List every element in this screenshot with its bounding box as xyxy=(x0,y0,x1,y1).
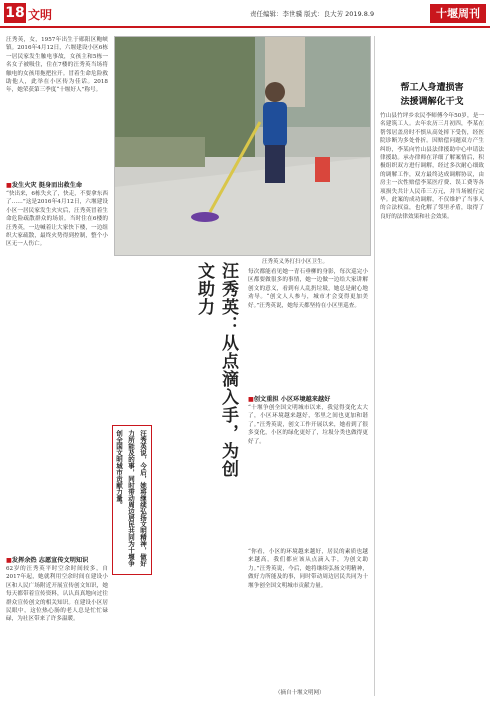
right-headline-1: 帮工人身遭损害 xyxy=(400,83,464,93)
square-bullet-icon: ■ xyxy=(6,557,12,564)
right-body: 竹山县竹坪乡农民李师傅今年50岁，是一名建筑工人。去年农历三月初四，李某在帮邻居盖房时不慎从高处摔下受伤，经医院诊断为多处骨折。因赔偿问题双方产生纠纷，李某向竹山县法律援助中心申请法律援助。承办律师在详细了解案情后，积极组织双方进行调解，经过多次耐心细致的调解工作，双方最终达成调解协议，由房主一次性赔偿李某医疗费、误工费等各项损失共计人民币三万元，并当场履行完毕。此案的成功调解，不仅维护了当事人的合法权益，也化解了邻里矛盾，取得了良好的法律效果和社会效果。 xyxy=(380,113,484,220)
page-number: 18 xyxy=(5,5,25,21)
body-volunteer: 62岁的汪秀英平时空余时间较多，自2017年起，她就利用空余时间在建设小区和人民广场附近开展宣传创文知识，她每天都带着宣传资料，认认真真地向过往群众宣传创文的相关知识。在建设小区居民眼中，这位热心肠的老人总是忙忙碌碌，为社区带来了许多温暖。 xyxy=(6,566,108,623)
column-divider xyxy=(374,36,375,696)
body-fire: “快出来，6栋失火了，快走，不要拿东西了……”这是2016年4月12日，六堰建设小区一居民家发生火灾后，汪秀英冒着生命危险疏散群众的场景。当时住在6楼的汪秀英，一边喊着让大家快下楼，一边组织大家疏散，最终火势得到控制，整个小区无一人伤亡。 xyxy=(6,191,108,248)
right-headline-2: 法援调解化干戈 xyxy=(400,97,464,107)
body-middle: 每次都能看见她一青石垂柳的身影，每次巡完小区都要做很多的事情，她一边做一边给大家讲解创文的意义，看到有人乱扔垃圾，她总是耐心地劝导。“创文人人参与，城市才会变得更加美好。”汪秀英说，她每天都坚持在小区里巡查。 xyxy=(248,269,368,309)
masthead-logo: 十堰周刊 xyxy=(430,4,486,23)
photo-caption: 汪秀英义务打扫小区卫生。 xyxy=(262,259,329,265)
intro-paragraph: 汪秀英，女，1957年出生于郧阳区鲍峡镇。2016年4月12日，六堰建设小区6栋一居民家发生触电事故，女孩主和5栋一名女子被吸住，住在7楼的汪秀英当场将触电的女孩用拖把拉开。冒着生命危险救助他人，此举在小区传为佳话。2018年，她荣获第三季度“十堰好人”称号。 xyxy=(6,37,108,94)
subheading-environment: ■创文重担 小区环境越来越好 xyxy=(248,396,331,403)
body-environment: “十堰争创全国文明城市以来，我觉得变化太大了，小区环境越来越好，邻里之间也更加和谐了。”汪秀英说，创文工作开展以来，她看到了很多变化，小区的绿化更好了，垃圾分类也做得更好了。 xyxy=(248,405,368,445)
subheading-volunteer: ■发挥余热 志愿宣传文明知识 xyxy=(6,557,89,564)
section-title: 文明 xyxy=(28,8,53,22)
square-bullet-icon: ■ xyxy=(248,396,254,403)
body-ending: “你看，小区的环境越来越好，居民的素质也越来越高，我们都应该从点滴入手，为创文助力。”汪秀英说，今后，她将继续弘扬文明精神，做好力所能及的事，同时带动周边居民共同为十堰争创全国文明城市贡献力量。 xyxy=(248,549,368,589)
editor-credits: 责任编辑：李世骥 版式：良大芳 2019.8.9 xyxy=(250,10,375,18)
source-byline: （摘自十堰文明网） xyxy=(275,690,325,696)
page-header xyxy=(0,0,490,28)
square-bullet-icon: ■ xyxy=(6,182,12,189)
deck-text: 汪秀英说，今后，她将继续弘扬文明精神，做好力所能及的事，同时带动周边居民共同为十堰争创全国文明城市贡献力量。 xyxy=(115,430,147,567)
subheading-fire: ■发生火灾 挺身而出救生命 xyxy=(6,182,83,189)
main-headline: 汪秀英：从点滴入手，为创文助力 xyxy=(194,262,238,478)
photo-woman-sweeping xyxy=(114,36,371,256)
